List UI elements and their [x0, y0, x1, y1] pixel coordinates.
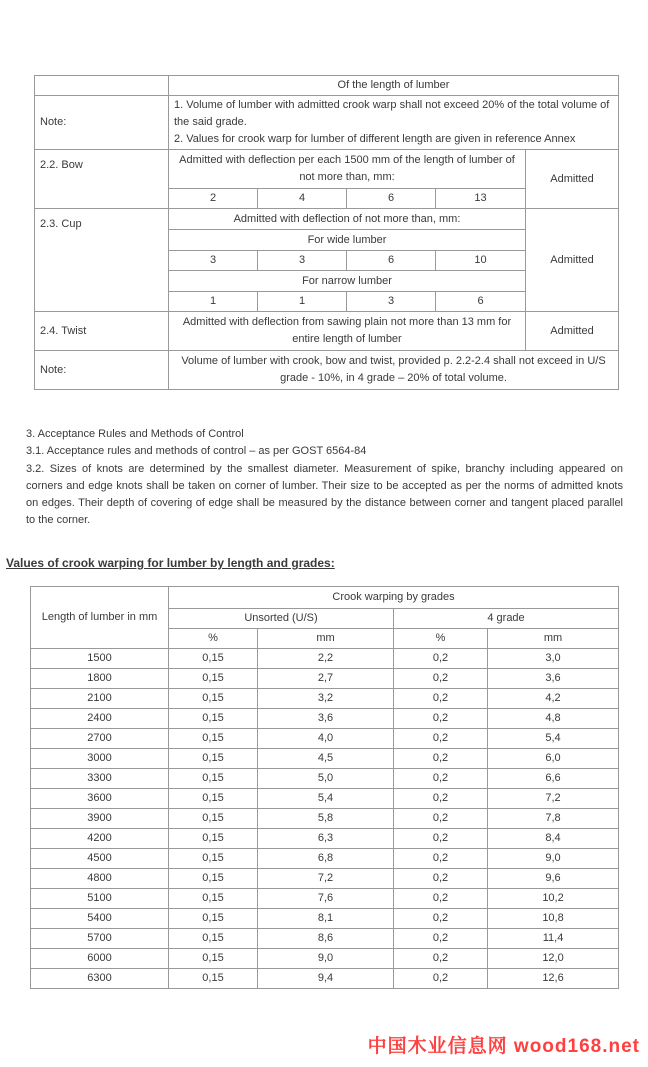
table-cell: 5400: [31, 909, 169, 929]
cup-status-cell: Admitted: [526, 209, 619, 312]
note2-text-cell: Volume of lumber with crook, bow and twist, provided p. 2.2-2.4 shall not exceed in U/S grade - 10%, in 4 grade – 20% of total volume.: [169, 351, 619, 390]
paragraph: 3.1. Acceptance rules and methods of control – as per GOST 6564-84: [26, 445, 367, 458]
table-cell: 0,2: [394, 649, 488, 669]
table-cell: 5100: [31, 889, 169, 909]
twist-label: 2.4. Twist: [35, 312, 169, 351]
table-row: [31, 669, 619, 689]
acceptance-rules-section: [26, 426, 623, 530]
table-row: [31, 909, 619, 929]
cup-value: 1: [258, 292, 347, 312]
table-cell: 0,15: [169, 789, 258, 809]
unit-header: mm: [258, 629, 394, 649]
table-cell: 5,0: [258, 769, 394, 789]
table-cell: 4,5: [258, 749, 394, 769]
table-cell: 6,6: [488, 769, 619, 789]
table-cell: 0,2: [394, 849, 488, 869]
cup-value: 3: [347, 292, 436, 312]
subgroup-header-unsorted: Unsorted (U/S): [169, 609, 394, 629]
table-cell: 0,2: [394, 689, 488, 709]
unit-header: %: [169, 629, 258, 649]
table-cell: 5,4: [488, 729, 619, 749]
table-row: [35, 312, 619, 351]
table-cell: 0,2: [394, 949, 488, 969]
cup-value: 1: [169, 292, 258, 312]
warping-table-header: [31, 587, 619, 649]
table-cell: 9,6: [488, 869, 619, 889]
group-header: Crook warping by grades: [169, 587, 619, 609]
table-cell: 7,2: [488, 789, 619, 809]
bow-value: 6: [347, 189, 436, 209]
table-row: [31, 969, 619, 989]
table-cell: 2400: [31, 709, 169, 729]
table-cell: 10,8: [488, 909, 619, 929]
table-row: [31, 929, 619, 949]
table-cell: 7,6: [258, 889, 394, 909]
table-cell: 9,0: [258, 949, 394, 969]
table-cell: 3,0: [488, 649, 619, 669]
table-row: [35, 150, 619, 189]
table-cell: 11,4: [488, 929, 619, 949]
note-item: 1. Volume of lumber with admitted crook warp shall not exceed 20% of the total volume of the said grade.: [174, 99, 610, 128]
table-cell: 0,2: [394, 709, 488, 729]
table-row: [35, 76, 619, 96]
twist-status-cell: Admitted: [526, 312, 619, 351]
table-cell: 5,4: [258, 789, 394, 809]
table-cell: 0,15: [169, 869, 258, 889]
twist-text-cell: Admitted with deflection from sawing plain not more than 13 mm for entire length of lumber: [169, 312, 526, 351]
bow-value: 4: [258, 189, 347, 209]
table-cell: 0,2: [394, 749, 488, 769]
unit-header: mm: [488, 629, 619, 649]
bow-status-cell: Admitted: [526, 150, 619, 209]
table-row: [31, 869, 619, 889]
table-cell: 0,15: [169, 729, 258, 749]
warping-values-table: [30, 586, 619, 989]
table-cell: 9,0: [488, 849, 619, 869]
table-cell: 9,4: [258, 969, 394, 989]
table-cell: 7,8: [488, 809, 619, 829]
note2-label: Note:: [35, 351, 169, 390]
section-heading: Values of crook warping for lumber by length and grades:: [6, 556, 335, 570]
unit-header: %: [394, 629, 488, 649]
note-label: Note:: [35, 96, 169, 150]
bow-text-cell: Admitted with deflection per each 1500 mm of the length of lumber of not more than, mm:: [169, 150, 526, 189]
table-cell: 4500: [31, 849, 169, 869]
table-row: [31, 849, 619, 869]
paragraph: 3.2. Sizes of knots are determined by the smallest diameter. Measurement of spike, branchy including appeared on corners and edge knots shall be taken on corner of lumber. Their size to be accepted as per the norms of admitted knots on edges. Their depth of covering of edge shall be measured by the distance between corner and tangent placed parallel to the corner.: [26, 462, 623, 527]
table-cell: 0,2: [394, 789, 488, 809]
table-cell: 0,15: [169, 649, 258, 669]
continuation-header: Of the length of lumber: [169, 76, 619, 96]
cup-label: 2.3. Cup: [35, 209, 169, 312]
table-cell: 3900: [31, 809, 169, 829]
table-cell: 4,8: [488, 709, 619, 729]
table-cell: 3600: [31, 789, 169, 809]
cup-value: 3: [169, 251, 258, 271]
cup-value: 3: [258, 251, 347, 271]
table-cell: 0,15: [169, 909, 258, 929]
bow-value: 2: [169, 189, 258, 209]
table-cell: 8,1: [258, 909, 394, 929]
table-cell: 1500: [31, 649, 169, 669]
table-cell: 6,0: [488, 749, 619, 769]
table-row: [31, 889, 619, 909]
table-cell: 2,2: [258, 649, 394, 669]
cup-narrow-label: For narrow lumber: [169, 271, 526, 292]
note-item: 2. Values for crook warp for lumber of different length are given in reference Annex: [174, 133, 576, 145]
table-cell: 3300: [31, 769, 169, 789]
table-cell: 0,15: [169, 669, 258, 689]
table-row: [31, 769, 619, 789]
table-cell: 0,2: [394, 769, 488, 789]
table-cell: 0,15: [169, 849, 258, 869]
cup-value: 10: [436, 251, 526, 271]
table-cell: 0,15: [169, 769, 258, 789]
table-row: [31, 649, 619, 669]
table-cell: 0,2: [394, 869, 488, 889]
warping-table-body: [31, 649, 619, 989]
table-row: [31, 587, 619, 609]
table-cell: 1800: [31, 669, 169, 689]
table-cell: 0,15: [169, 749, 258, 769]
table-cell: 5,8: [258, 809, 394, 829]
table-cell: 5700: [31, 929, 169, 949]
table-cell: 4,0: [258, 729, 394, 749]
table-cell: 0,2: [394, 809, 488, 829]
table-cell: 0,2: [394, 829, 488, 849]
table-cell: 0,15: [169, 809, 258, 829]
table-cell: 4,2: [488, 689, 619, 709]
table-cell: 3,6: [488, 669, 619, 689]
note-text-cell: [169, 96, 619, 150]
table-cell: 6000: [31, 949, 169, 969]
table-cell: 0,2: [394, 729, 488, 749]
table-row: [31, 689, 619, 709]
table-row: [35, 209, 619, 230]
table-cell: 6,8: [258, 849, 394, 869]
table-cell: 2700: [31, 729, 169, 749]
cup-text-cell: Admitted with deflection of not more than, mm:: [169, 209, 526, 230]
table-cell: 0,2: [394, 969, 488, 989]
table-cell: 0,2: [394, 669, 488, 689]
table-cell: 2,7: [258, 669, 394, 689]
table-cell: 6,3: [258, 829, 394, 849]
table-cell: 0,15: [169, 689, 258, 709]
table-cell: 6300: [31, 969, 169, 989]
paragraph: 3. Acceptance Rules and Methods of Control: [26, 428, 244, 440]
table-row: [31, 789, 619, 809]
table-row: [31, 809, 619, 829]
bow-value: 13: [436, 189, 526, 209]
table-cell: 3,6: [258, 709, 394, 729]
table-cell: 0,15: [169, 829, 258, 849]
table-cell: 4200: [31, 829, 169, 849]
defects-table: [34, 75, 619, 390]
table-cell: 4800: [31, 869, 169, 889]
table-row: [31, 749, 619, 769]
table-cell: 7,2: [258, 869, 394, 889]
table-cell: 0,15: [169, 709, 258, 729]
site-watermark: 中国木业信息网 wood168.net: [367, 1036, 640, 1057]
cup-wide-label: For wide lumber: [169, 230, 526, 251]
table-row: [31, 729, 619, 749]
cup-value: 6: [347, 251, 436, 271]
subgroup-header-4grade: 4 grade: [394, 609, 619, 629]
table-cell: 10,2: [488, 889, 619, 909]
table-row: [35, 351, 619, 390]
table-cell: 3,2: [258, 689, 394, 709]
table-cell: 2100: [31, 689, 169, 709]
table-row: [31, 829, 619, 849]
table-row: [31, 949, 619, 969]
table-row: [31, 709, 619, 729]
table-cell: 3000: [31, 749, 169, 769]
length-column-header: Length of lumber in mm: [31, 587, 169, 649]
table-cell: 0,15: [169, 949, 258, 969]
table-cell: 0,2: [394, 909, 488, 929]
table-cell: 0,15: [169, 929, 258, 949]
cup-value: 6: [436, 292, 526, 312]
empty-cell: [35, 76, 169, 96]
table-cell: 0,15: [169, 969, 258, 989]
bow-label: 2.2. Bow: [35, 150, 169, 209]
table-row: [35, 96, 619, 150]
table-cell: 8,4: [488, 829, 619, 849]
table-cell: 8,6: [258, 929, 394, 949]
table-cell: 0,2: [394, 889, 488, 909]
table-cell: 0,2: [394, 929, 488, 949]
table-cell: 0,15: [169, 889, 258, 909]
table-cell: 12,6: [488, 969, 619, 989]
table-cell: 12,0: [488, 949, 619, 969]
